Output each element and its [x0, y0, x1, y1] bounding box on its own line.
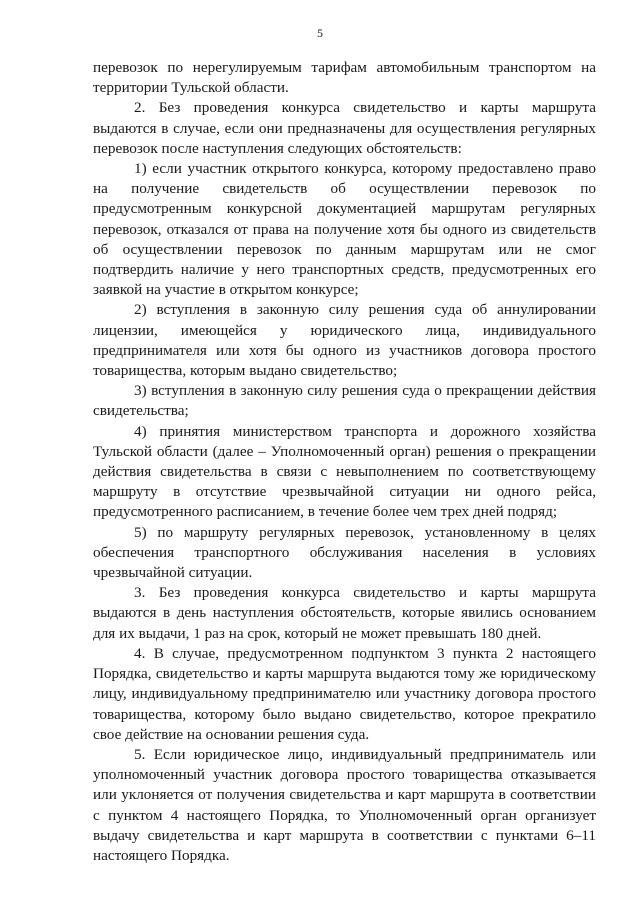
- page-number: 5: [317, 26, 323, 40]
- paragraph-item-2: 2. Без проведения конкурса свидетельство и карты маршрута выдаются в случае, если они предназначены для осуществления регулярных перевозок после наступления следующих обстоятельств:: [93, 99, 596, 157]
- paragraph-subitem-2: 2) вступления в законную силу решения суда об аннулировании лицензии, имеющейся у юридического лица, индивидуального предпринимателя или хотя бы одного из участников договора простого товарищества, которым выдано свидетельство;: [93, 301, 596, 380]
- paragraph-continuation: перевозок по нерегулируемым тарифам автомобильным транспортом на территории Тульской области.: [93, 59, 596, 97]
- paragraph-subitem-4: 4) принятия министерством транспорта и дорожного хозяйства Тульской области (далее – Уполномоченный орган) решения о прекращении действия свидетельства в связи с невыполнением по соответствующему маршруту в отсутствие чрезвычайной ситуации ни одного рейса, предусмотренного расписанием, в течение более чем трех дней подряд;: [93, 422, 596, 521]
- paragraph-item-5: 5. Если юридическое лицо, индивидуальный предприниматель или уполномоченный участник договора простого товарищества отказывается или уклоняется от получения свидетельства и карт маршрута в соответствии с пунктом 4 настоящего Порядка, то Уполномоченный орган организует выдачу свидетельства и карт маршрута в соответствии с пунктами 6–11 настоящего Порядка.: [93, 745, 596, 864]
- paragraph-item-3: 3. Без проведения конкурса свидетельство и карты маршрута выдаются в день наступления обстоятельств, которые явились основанием для их выдачи, 1 раз на срок, который не может превышать 180 дней.: [93, 584, 596, 642]
- paragraph-item-4: 4. В случае, предусмотренном подпунктом 3 пункта 2 настоящего Порядка, свидетельство и карты маршрута выдаются тому же юридическому лицу, индивидуальному предпринимателю или участнику договора простого товарищества, которому было выдано свидетельство, которое прекратило свое действие на основании решения суда.: [93, 644, 596, 743]
- document-body: [93, 58, 596, 866]
- paragraph-subitem-5: 5) по маршруту регулярных перевозок, установленному в целях обеспечения транспортного обслуживания населения в условиях чрезвычайной ситуации.: [93, 523, 596, 582]
- paragraph-subitem-1: 1) если участник открытого конкурса, которому предоставлено право на получение свидетельств об осуществлении перевозок по предусмотренным конкурсной документацией маршрутам регулярных перевозок, отказался от права на получение хотя бы одного из свидетельств об осуществлении перевозок по данным маршрутам или не смог подтвердить наличие у него транспортных средств, предусмотренных его заявкой на участие в открытом конкурсе;: [93, 160, 596, 299]
- paragraph-subitem-3: 3) вступления в законную силу решения суда о прекращении действия свидетельства;: [93, 382, 596, 420]
